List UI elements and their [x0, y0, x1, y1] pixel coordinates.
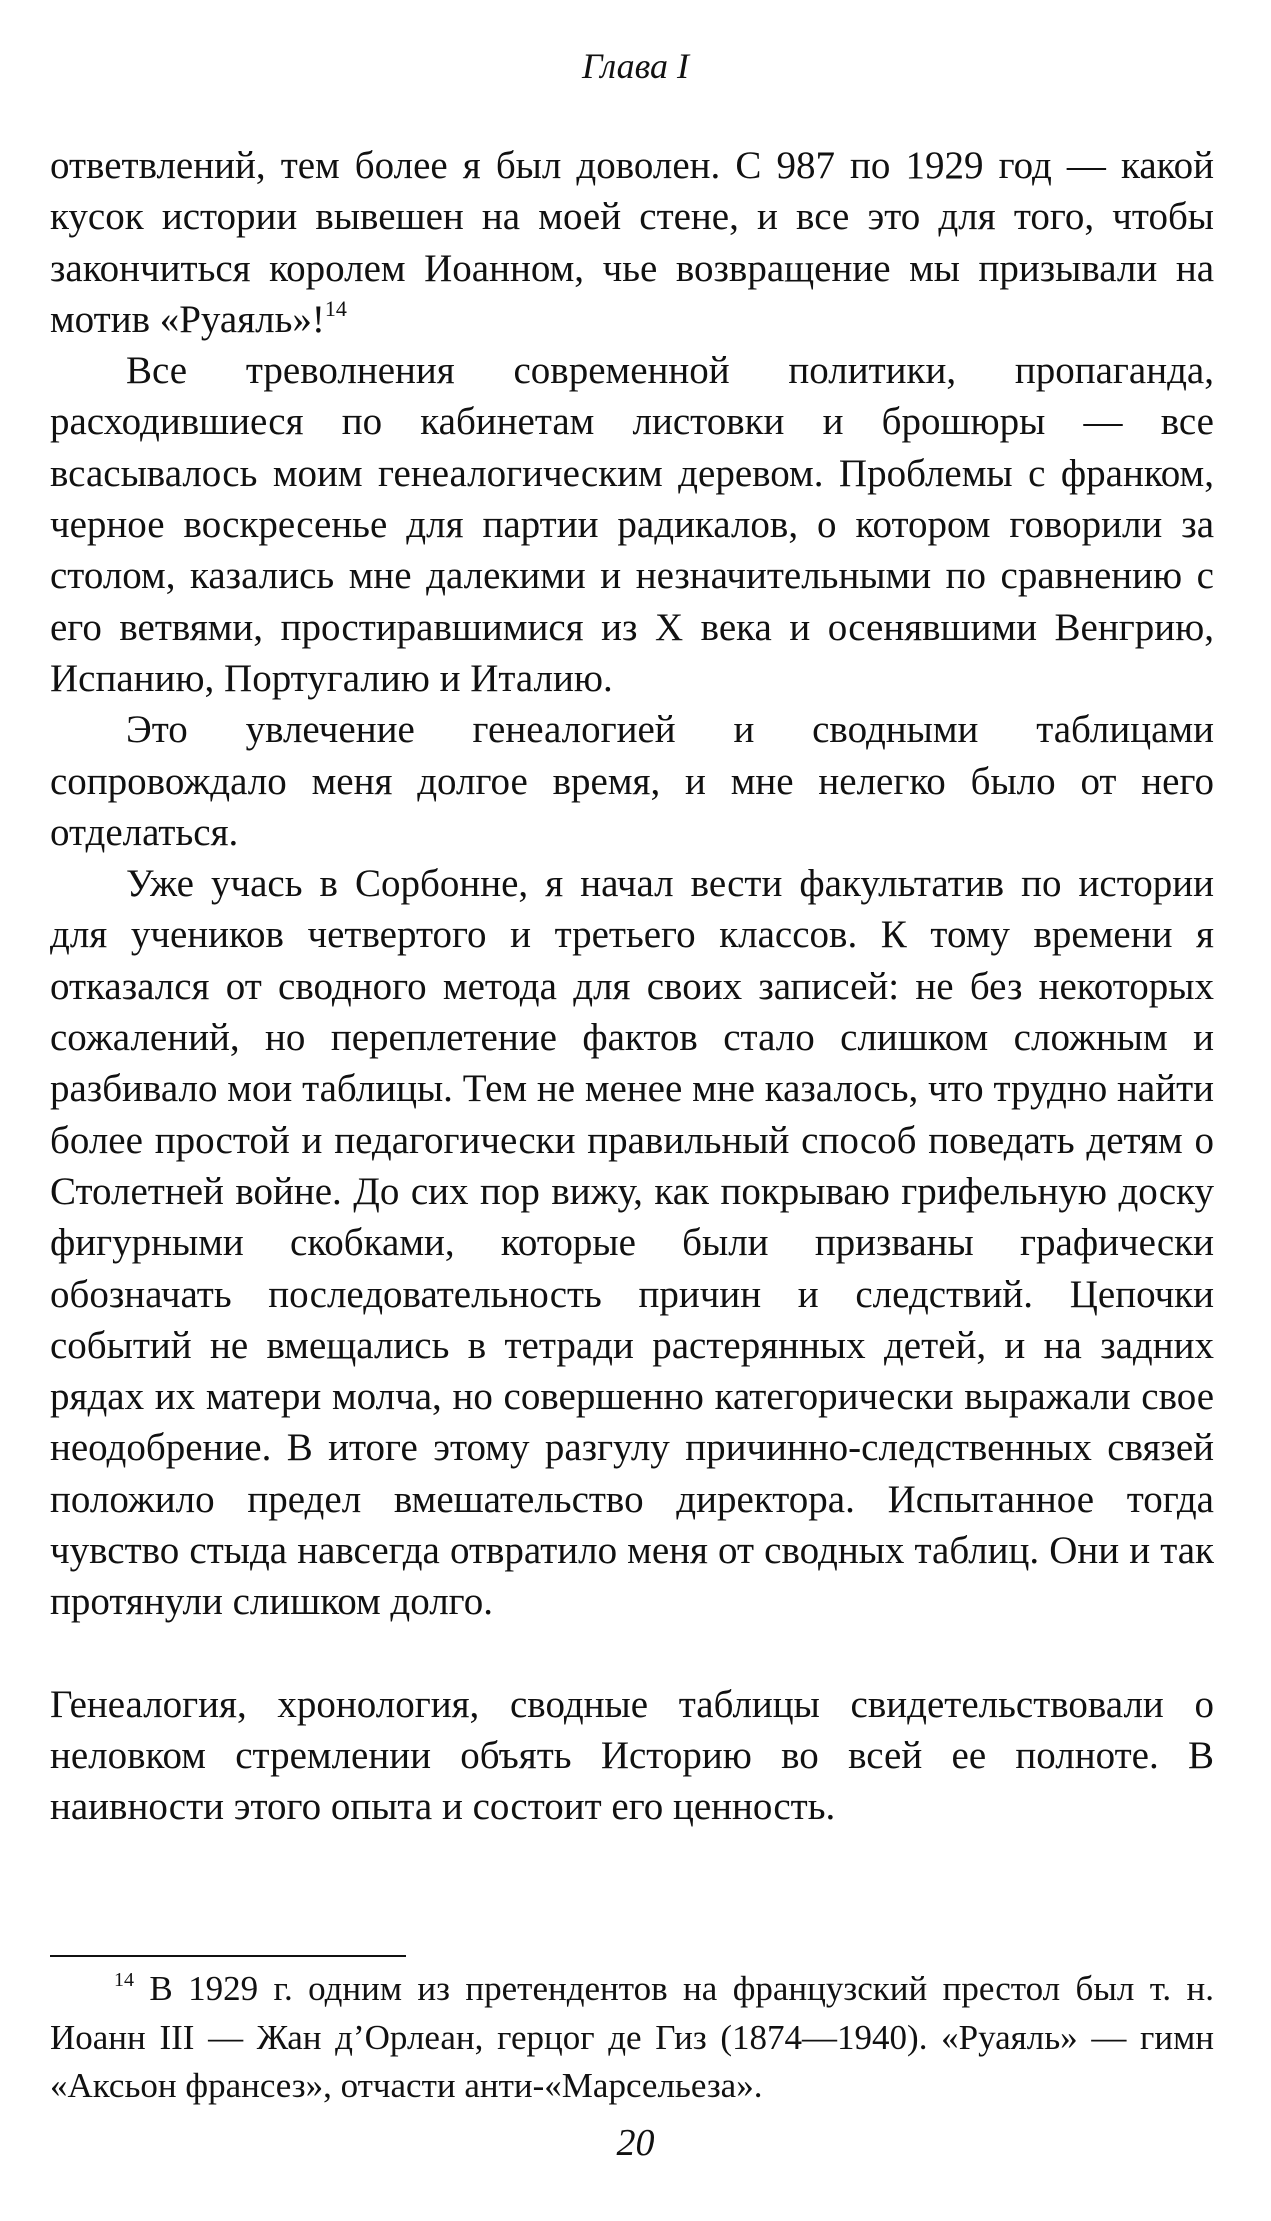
- paragraph-2: Все треволнения современной политики, пропаганда, расходившиеся по кабинетам листовки и брошюры — все всасывалось моим генеалогическим деревом. Проблемы с франком, черное воскресенье для партии радикалов, о котором говорили за столом, казались мне далекими и незначительными по сравнению с его ветвями, простиравшимися из X века и осенявшими Венгрию, Испанию, Португалию и Италию.: [50, 349, 1214, 700]
- paragraph-3: Это увлечение генеалогией и сводными таблицами сопровождало меня долгое время, и мне нелегко было от него отделаться.: [50, 708, 1214, 854]
- paragraph-5: Генеалогия, хронология, сводные таблицы свидетельствовали о неловком стремлении объять Историю во всей ее полноте. В наивности этого опыта и состоит его ценность.: [50, 1682, 1214, 1829]
- footnote-reference: 14: [324, 295, 347, 321]
- footnote-divider: [50, 1955, 406, 1957]
- page-number: 20: [616, 2122, 655, 2164]
- main-text: [50, 140, 1214, 1833]
- footnote-number: 14: [114, 1969, 134, 1991]
- paragraph-1: [50, 140, 1214, 345]
- paragraph-4: Уже учась в Сорбонне, я начал вести факультатив по истории для учеников четвертого и третьего классов. К тому времени я отказался от сводного метода для своих записей: не без некоторых сожалений, но переплетение фактов стало слишком сложным и разбивало мои таблицы. Тем не менее мне казалось, что трудно найти более простой и педагогически правильный способ поведать детям о Столетней войне. До сих пор вижу, как покрываю грифельную доску фигурными скобками, которые были призваны графически обозначать последовательность причин и следствий. Цепочки событий не вмещались в тетради растерянных детей, и на задних рядах их матери молча, но совершенно категорически выражали свое неодобрение. В итоге этому разгулу причинно-следственных связей положило предел вмешательство директора. Испытанное тогда чувство стыда навсегда отвратило меня от сводных таблиц. Они и так протянули слишком долго.: [50, 862, 1214, 1624]
- footnote: [50, 1965, 1214, 2111]
- paragraph-1-text: ответвлений, тем более я был доволен. С 987 по 1929 год — какой кусок истории вывешен на моей стене, и все это для того, чтобы закончиться королем Иоанном, чье возвращение мы призывали на мотив «Руаяль»!: [50, 144, 1214, 341]
- running-header: Глава I: [581, 46, 690, 86]
- footnote-text: В 1929 г. одним из претендентов на французский престол был т. н. Иоанн III — Жан д’Орлеан, герцог де Гиз (1874—1940). «Руаяль» — гимн «Аксьон франсез», отчасти анти-«Марсельеза».: [50, 1969, 1215, 2105]
